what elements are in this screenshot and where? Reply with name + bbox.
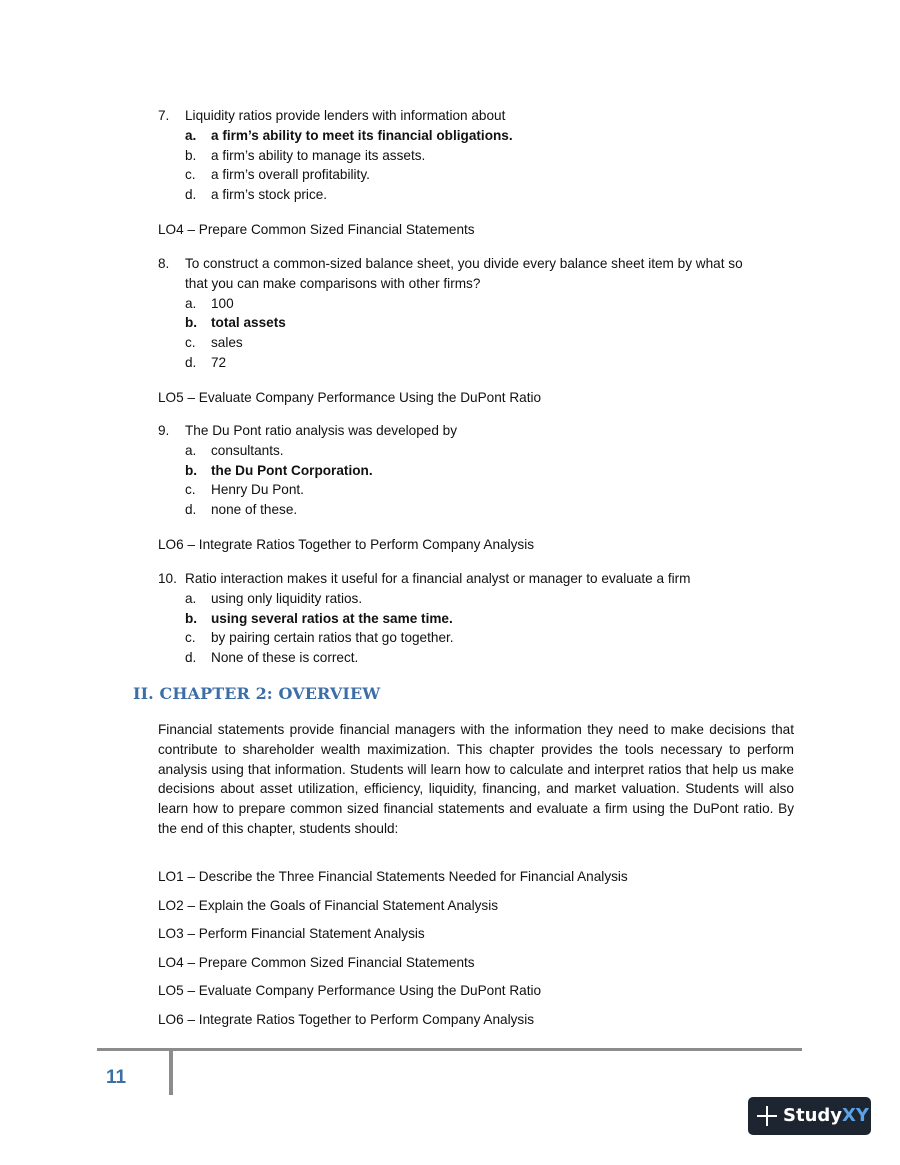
- option-letter: d.: [185, 502, 197, 518]
- answer-option: [158, 500, 798, 520]
- option-text: Henry Du Pont.: [211, 482, 304, 498]
- lo4-heading: LO4 – Prepare Common Sized Financial Statements: [158, 222, 475, 237]
- option-text: a firm’s ability to meet its financial obligations.: [211, 127, 513, 143]
- option-letter: a.: [185, 590, 197, 606]
- option-text: total assets: [211, 315, 286, 331]
- answer-option: [158, 480, 798, 500]
- option-letter: d.: [185, 354, 197, 370]
- option-text: a firm’s overall profitability.: [211, 167, 370, 183]
- answer-option: [158, 441, 798, 461]
- option-text: sales: [211, 335, 243, 351]
- learning-objective: LO5 – Evaluate Company Performance Using the DuPont Ratio: [158, 983, 542, 999]
- question-text-line: that you can make comparisons with other firms?: [185, 275, 481, 291]
- question-text: Ratio interaction makes it useful for a financial analyst or manager to evaluate a firm: [185, 571, 691, 586]
- logo-accent: XY: [842, 1105, 869, 1127]
- option-letter: a.: [185, 442, 197, 458]
- option-letter: c.: [185, 630, 196, 646]
- answer-option: [158, 648, 798, 668]
- learning-objective: LO2 – Explain the Goals of Financial Statement Analysis: [158, 897, 499, 913]
- answer-option: [158, 589, 798, 609]
- question-8: [158, 254, 798, 373]
- option-letter: d.: [185, 187, 197, 203]
- question-7: [158, 106, 798, 205]
- footer-divider: [97, 1048, 802, 1051]
- footer-vertical-divider: [169, 1048, 173, 1095]
- answer-option: [158, 628, 798, 648]
- question-number: 7.: [158, 108, 170, 123]
- question-text: Liquidity ratios provide lenders with information about: [185, 108, 506, 123]
- overview-paragraph: Financial statements provide financial managers with the information they need to make decisions that contribute to shareholder wealth maximization. This chapter provides the tools necessary to perform analysis using that information. Students will learn how to calculate and interpret ratios that help us make decisions about asset utilization, efficiency, liquidity, financing, and market valuation. Students will also learn how to prepare common sized financial statements and evaluate a firm using the DuPont ratio. By the end of this chapter, students should:: [158, 722, 794, 836]
- answer-option-correct: [158, 609, 798, 629]
- option-letter: d.: [185, 650, 197, 666]
- option-letter: a.: [185, 295, 197, 311]
- answer-option: [158, 353, 798, 373]
- option-letter: b.: [185, 315, 198, 331]
- answer-option-correct: [158, 313, 798, 333]
- question-text: [185, 254, 797, 294]
- studyxy-logo: [748, 1097, 871, 1135]
- logo-word: Study: [783, 1105, 843, 1127]
- answer-option: [158, 333, 798, 353]
- lo5-heading: LO5 – Evaluate Company Performance Using the DuPont Ratio: [158, 390, 542, 405]
- answer-option: [158, 165, 798, 185]
- option-text: a firm’s ability to manage its assets.: [211, 147, 426, 163]
- option-letter: a.: [185, 127, 197, 143]
- question-number: 10.: [158, 571, 177, 586]
- learning-objective: LO3 – Perform Financial Statement Analysis: [158, 926, 425, 942]
- lo6-heading: LO6 – Integrate Ratios Together to Perform Company Analysis: [158, 537, 535, 552]
- page-number: 11: [106, 1067, 127, 1088]
- option-text: by pairing certain ratios that go together.: [211, 630, 454, 646]
- answer-option: [158, 146, 798, 166]
- answer-option: [158, 294, 798, 314]
- option-text: none of these.: [211, 502, 298, 518]
- option-text: None of these is correct.: [211, 650, 359, 666]
- section-heading: II. CHAPTER 2: OVERVIEW: [133, 684, 381, 703]
- learning-objective: LO1 – Describe the Three Financial Statements Needed for Financial Analysis: [158, 869, 628, 884]
- question-number: 9.: [158, 423, 170, 438]
- learning-objectives-list: [158, 867, 628, 1039]
- question-number: 8.: [158, 256, 170, 271]
- option-text: using several ratios at the same time.: [211, 610, 453, 626]
- option-letter: b.: [185, 462, 198, 478]
- answer-option-correct: [158, 126, 798, 146]
- option-text: using only liquidity ratios.: [211, 590, 363, 606]
- question-text-line: To construct a common-sized balance sheet, you divide every balance sheet item by what so: [185, 256, 743, 271]
- learning-objective: LO4 – Prepare Common Sized Financial Statements: [158, 954, 475, 970]
- option-letter: c.: [185, 482, 196, 498]
- option-letter: c.: [185, 167, 196, 183]
- question-text: The Du Pont ratio analysis was developed by: [185, 423, 458, 438]
- option-text: 100: [211, 295, 234, 311]
- option-letter: b.: [185, 147, 197, 163]
- answer-option: [158, 185, 798, 205]
- plus-icon: [755, 1104, 779, 1128]
- question-9: [158, 421, 798, 520]
- option-text: the Du Pont Corporation.: [211, 462, 373, 478]
- option-letter: b.: [185, 610, 198, 626]
- learning-objective: LO6 – Integrate Ratios Together to Perform Company Analysis: [158, 1011, 535, 1027]
- option-text: consultants.: [211, 442, 284, 458]
- question-10: [158, 569, 798, 668]
- option-letter: c.: [185, 335, 196, 351]
- option-text: a firm’s stock price.: [211, 187, 328, 203]
- answer-option-correct: [158, 461, 798, 481]
- option-text: 72: [211, 354, 227, 370]
